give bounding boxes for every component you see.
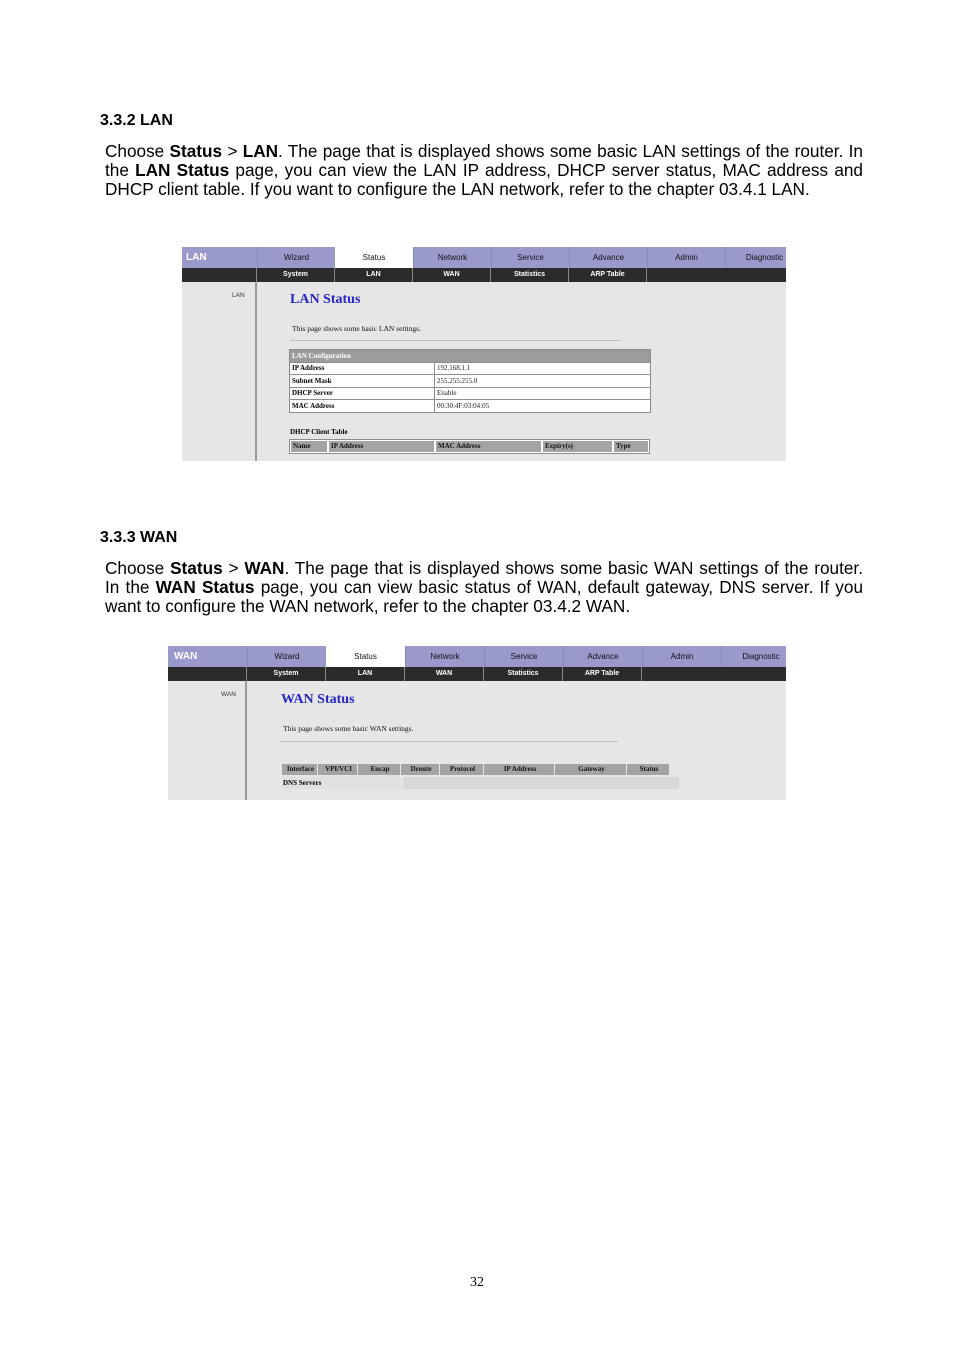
text: > bbox=[222, 558, 245, 578]
row-label: Subnet Mask bbox=[290, 375, 435, 388]
subtab-arp-table[interactable]: ARP Table bbox=[569, 268, 647, 282]
page-label: LAN bbox=[186, 252, 207, 263]
row-value: Enable bbox=[435, 387, 651, 400]
col-header: Status bbox=[627, 764, 669, 775]
sub-nav-spacer bbox=[182, 268, 257, 282]
tab-advance[interactable]: Advance bbox=[563, 646, 642, 667]
sidebar-item-wan[interactable]: WAN bbox=[221, 691, 236, 698]
page-label: WAN bbox=[174, 651, 198, 662]
subtab-statistics[interactable]: Statistics bbox=[491, 268, 569, 282]
subtab-system[interactable]: System bbox=[257, 268, 335, 282]
dns-servers-label: DNS Servers bbox=[282, 777, 401, 789]
lan-status-screenshot bbox=[182, 247, 786, 461]
col-header: Name bbox=[291, 441, 327, 452]
dhcp-client-header bbox=[289, 439, 650, 454]
col-header: Protocol bbox=[440, 764, 483, 775]
sub-nav bbox=[182, 268, 786, 282]
col-header: Droute bbox=[401, 764, 439, 775]
sidebar bbox=[168, 681, 247, 800]
page-number: 32 bbox=[470, 1275, 484, 1290]
section-heading-wan: 3.3.3 WAN bbox=[100, 529, 178, 546]
main-nav bbox=[182, 247, 786, 268]
col-header: IP Address bbox=[484, 764, 554, 775]
row-label: MAC Address bbox=[290, 400, 435, 413]
lan-config-table bbox=[289, 349, 651, 413]
text: page, you can view basic status of WAN, default gateway, DNS server. If you want to configure the WAN network, refer to the chapter 03.4.2 WAN. bbox=[105, 577, 864, 616]
table-caption: LAN Configuration bbox=[290, 350, 651, 363]
tab-diagnostic[interactable]: Diagnostic bbox=[721, 646, 786, 667]
text: > bbox=[222, 141, 243, 161]
col-header: Encap bbox=[358, 764, 400, 775]
subtab-system[interactable]: System bbox=[247, 667, 326, 681]
bold-wan-status: WAN Status bbox=[155, 577, 255, 597]
bold-lan-status: LAN Status bbox=[135, 160, 230, 180]
text: Choose bbox=[105, 558, 171, 578]
table-row bbox=[290, 387, 651, 400]
sub-nav bbox=[168, 667, 786, 681]
wan-paragraph bbox=[105, 559, 863, 616]
row-label: DHCP Server bbox=[290, 387, 435, 400]
subtab-lan[interactable]: LAN bbox=[335, 268, 413, 282]
tab-status[interactable]: Status bbox=[326, 646, 405, 667]
tab-status[interactable]: Status bbox=[335, 247, 413, 268]
tab-network[interactable]: Network bbox=[413, 247, 491, 268]
tab-service[interactable]: Service bbox=[484, 646, 563, 667]
text: page, you can view the LAN IP address, DHCP server status, MAC address and DHCP client table. If you want to configure the LAN network, refer to the chapter 03.4.1 LAN. bbox=[105, 160, 863, 199]
row-value: 192.168.1.1 bbox=[435, 362, 651, 375]
page-title: LAN Status bbox=[290, 292, 361, 307]
main-nav bbox=[168, 646, 786, 667]
dns-servers-value bbox=[403, 777, 679, 789]
sidebar bbox=[182, 282, 257, 461]
sidebar-item-lan[interactable]: LAN bbox=[232, 292, 245, 299]
page-description: This page shows some basic WAN settings. bbox=[283, 724, 414, 733]
row-value: 255.255.255.0 bbox=[435, 375, 651, 388]
bold-lan: LAN bbox=[242, 141, 279, 161]
lan-paragraph bbox=[105, 142, 863, 199]
col-header: MAC Address bbox=[436, 441, 541, 452]
col-header: Gateway bbox=[555, 764, 626, 775]
divider bbox=[290, 340, 620, 341]
tab-service[interactable]: Service bbox=[491, 247, 569, 268]
col-header: IP Address bbox=[329, 441, 434, 452]
page-title: WAN Status bbox=[281, 692, 355, 707]
dns-servers-row bbox=[282, 777, 679, 789]
page-description: This page shows some basic LAN settings. bbox=[292, 324, 421, 333]
tab-wizard[interactable]: Wizard bbox=[257, 247, 335, 268]
col-header: Expiry(s) bbox=[543, 441, 612, 452]
sub-nav-spacer bbox=[168, 667, 247, 681]
section-heading-lan: 3.3.2 LAN bbox=[100, 112, 173, 129]
wan-table-header bbox=[282, 764, 669, 775]
bold-status: Status bbox=[170, 558, 223, 578]
subtab-wan[interactable]: WAN bbox=[413, 268, 491, 282]
text: Choose bbox=[105, 141, 170, 161]
tab-wizard[interactable]: Wizard bbox=[247, 646, 326, 667]
table-row bbox=[290, 375, 651, 388]
wan-status-screenshot bbox=[168, 646, 786, 800]
col-header: Type bbox=[614, 441, 648, 452]
col-header: Interface bbox=[282, 764, 317, 775]
row-value: 00:30:4F:03:04:05 bbox=[435, 400, 651, 413]
tab-admin[interactable]: Admin bbox=[642, 646, 721, 667]
subtab-statistics[interactable]: Statistics bbox=[484, 667, 563, 681]
text: . The page that is displayed shows some basic LAN settings of the router. In the bbox=[105, 141, 863, 180]
text: . The page that is displayed shows some basic WAN settings of the router. In the bbox=[105, 558, 863, 597]
row-label: IP Address bbox=[290, 362, 435, 375]
bold-status: Status bbox=[169, 141, 223, 161]
tab-admin[interactable]: Admin bbox=[647, 247, 725, 268]
bold-wan: WAN bbox=[244, 558, 285, 578]
divider bbox=[281, 741, 618, 742]
table-row bbox=[290, 400, 651, 413]
subtab-arp-table[interactable]: ARP Table bbox=[563, 667, 642, 681]
tab-diagnostic[interactable]: Diagnostic bbox=[725, 247, 786, 268]
col-header: VPI/VCI bbox=[318, 764, 357, 775]
subtab-wan[interactable]: WAN bbox=[405, 667, 484, 681]
tab-advance[interactable]: Advance bbox=[569, 247, 647, 268]
tab-network[interactable]: Network bbox=[405, 646, 484, 667]
dhcp-client-title: DHCP Client Table bbox=[290, 428, 348, 436]
table-row bbox=[290, 362, 651, 375]
subtab-lan[interactable]: LAN bbox=[326, 667, 405, 681]
